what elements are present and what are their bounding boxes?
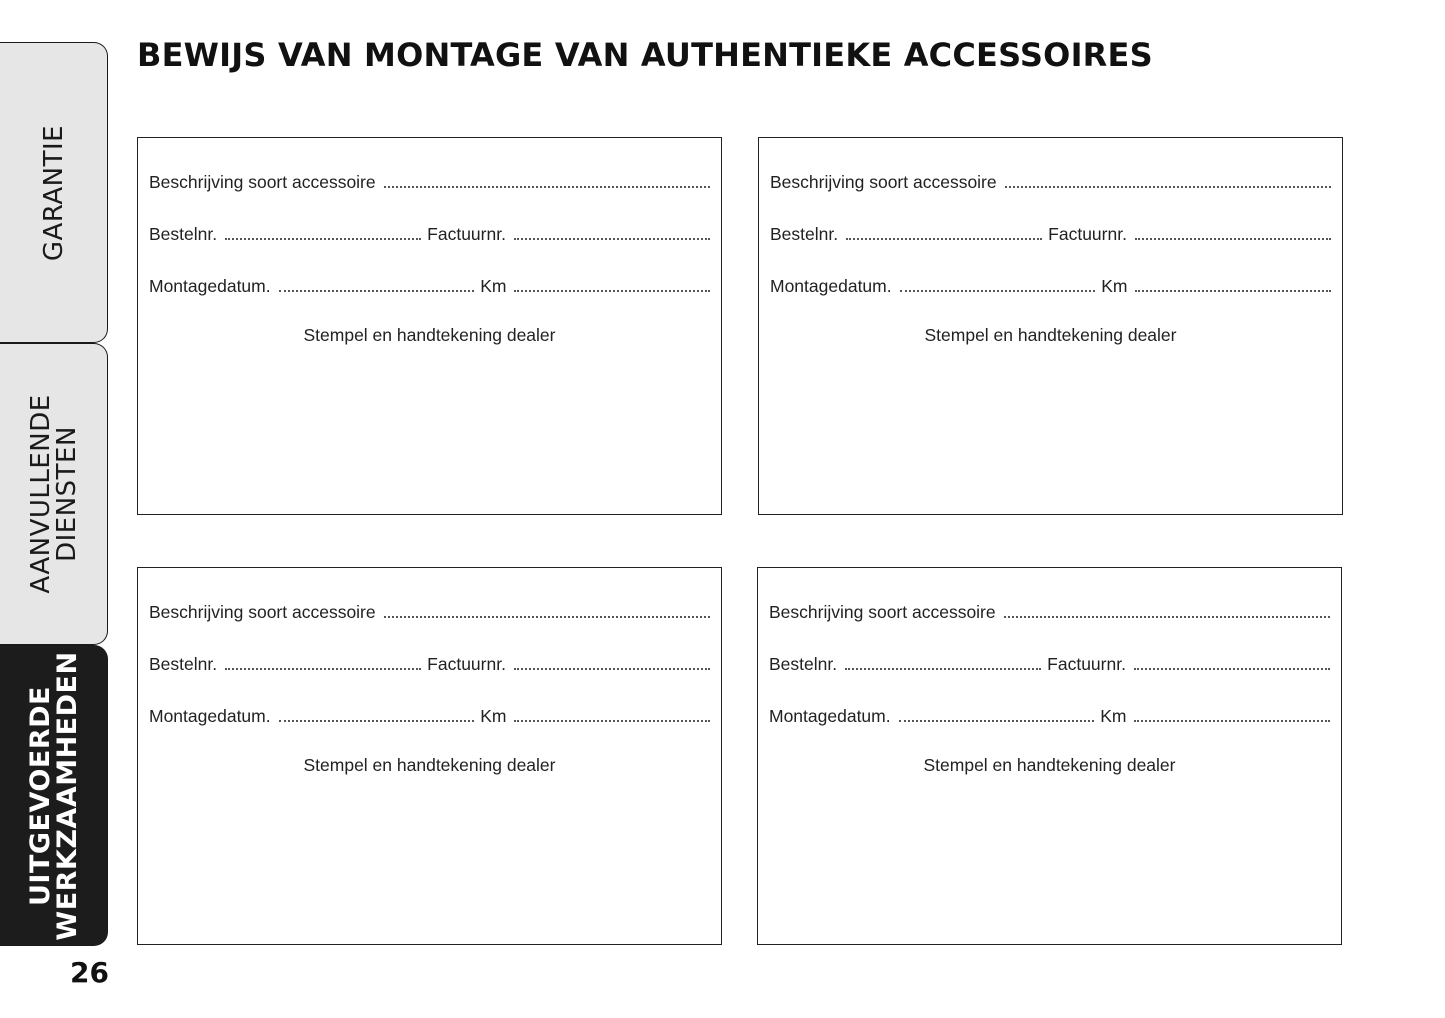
km-field[interactable] bbox=[1135, 290, 1331, 292]
accessory-form-card-4 bbox=[757, 567, 1342, 945]
date-km-row bbox=[149, 703, 710, 727]
accessory-form-card-1 bbox=[137, 137, 722, 515]
order-no-label: Bestelnr. bbox=[149, 654, 218, 674]
description-label: Beschrijving soort accessoire bbox=[769, 602, 996, 622]
description-label: Beschrijving soort accessoire bbox=[149, 172, 376, 192]
km-field[interactable] bbox=[514, 290, 710, 292]
km-field[interactable] bbox=[1134, 720, 1330, 722]
tab-garantie-label: GARANTIE bbox=[39, 124, 69, 261]
mount-date-field[interactable] bbox=[899, 720, 1095, 722]
tab-aanvullende-diensten-label: AANVULLENDE DIENSTEN bbox=[26, 394, 82, 594]
invoice-no-label: Factuurnr. bbox=[427, 654, 506, 674]
invoice-no-field[interactable] bbox=[514, 668, 710, 670]
invoice-no-field[interactable] bbox=[1134, 668, 1330, 670]
invoice-no-label: Factuurnr. bbox=[1047, 654, 1126, 674]
invoice-no-field[interactable] bbox=[514, 238, 710, 240]
order-invoice-row bbox=[769, 651, 1330, 675]
mount-date-field[interactable] bbox=[900, 290, 1096, 292]
order-no-field[interactable] bbox=[846, 238, 1042, 240]
km-label: Km bbox=[1101, 276, 1128, 296]
mount-date-field[interactable] bbox=[279, 290, 475, 292]
tab-uitgevoerde-werkzaamheden[interactable] bbox=[0, 645, 108, 946]
description-label: Beschrijving soort accessoire bbox=[770, 172, 997, 192]
stamp-label: Stempel en handtekening dealer bbox=[924, 325, 1177, 345]
page-number: 26 bbox=[70, 956, 109, 989]
description-field[interactable] bbox=[384, 186, 710, 188]
description-row bbox=[149, 599, 710, 623]
order-invoice-row bbox=[149, 221, 710, 245]
order-no-field[interactable] bbox=[225, 668, 421, 670]
order-no-label: Bestelnr. bbox=[149, 224, 218, 244]
km-label: Km bbox=[480, 706, 507, 726]
stamp-label: Stempel en handtekening dealer bbox=[923, 755, 1176, 775]
date-km-row bbox=[149, 273, 710, 297]
order-no-field[interactable] bbox=[225, 238, 421, 240]
invoice-no-field[interactable] bbox=[1135, 238, 1331, 240]
accessory-form-card-2 bbox=[758, 137, 1343, 515]
description-row bbox=[149, 169, 710, 193]
order-no-label: Bestelnr. bbox=[769, 654, 838, 674]
mount-date-label: Montagedatum. bbox=[770, 276, 892, 296]
invoice-no-label: Factuurnr. bbox=[427, 224, 506, 244]
order-invoice-row bbox=[770, 221, 1331, 245]
stamp-label: Stempel en handtekening dealer bbox=[303, 755, 556, 775]
order-invoice-row bbox=[149, 651, 710, 675]
date-km-row bbox=[770, 273, 1331, 297]
description-row bbox=[769, 599, 1330, 623]
tab-garantie[interactable] bbox=[0, 42, 108, 343]
mount-date-label: Montagedatum. bbox=[149, 706, 271, 726]
description-row bbox=[770, 169, 1331, 193]
km-label: Km bbox=[480, 276, 507, 296]
km-field[interactable] bbox=[514, 720, 710, 722]
tab-aanvullende-diensten[interactable] bbox=[0, 343, 108, 645]
description-label: Beschrijving soort accessoire bbox=[149, 602, 376, 622]
description-field[interactable] bbox=[1004, 616, 1330, 618]
order-no-field[interactable] bbox=[845, 668, 1041, 670]
stamp-label: Stempel en handtekening dealer bbox=[303, 325, 556, 345]
description-field[interactable] bbox=[1005, 186, 1331, 188]
mount-date-field[interactable] bbox=[279, 720, 475, 722]
mount-date-label: Montagedatum. bbox=[149, 276, 271, 296]
mount-date-label: Montagedatum. bbox=[769, 706, 891, 726]
accessory-form-card-3 bbox=[137, 567, 722, 945]
description-field[interactable] bbox=[384, 616, 710, 618]
invoice-no-label: Factuurnr. bbox=[1048, 224, 1127, 244]
date-km-row bbox=[769, 703, 1330, 727]
page-title: BEWIJS VAN MONTAGE VAN AUTHENTIEKE ACCESSOIRES bbox=[137, 36, 1153, 74]
order-no-label: Bestelnr. bbox=[770, 224, 839, 244]
tab-uitgevoerde-werkzaamheden-label: UITGEVOERDE WERKZAAMHEDEN bbox=[25, 650, 83, 941]
km-label: Km bbox=[1100, 706, 1127, 726]
